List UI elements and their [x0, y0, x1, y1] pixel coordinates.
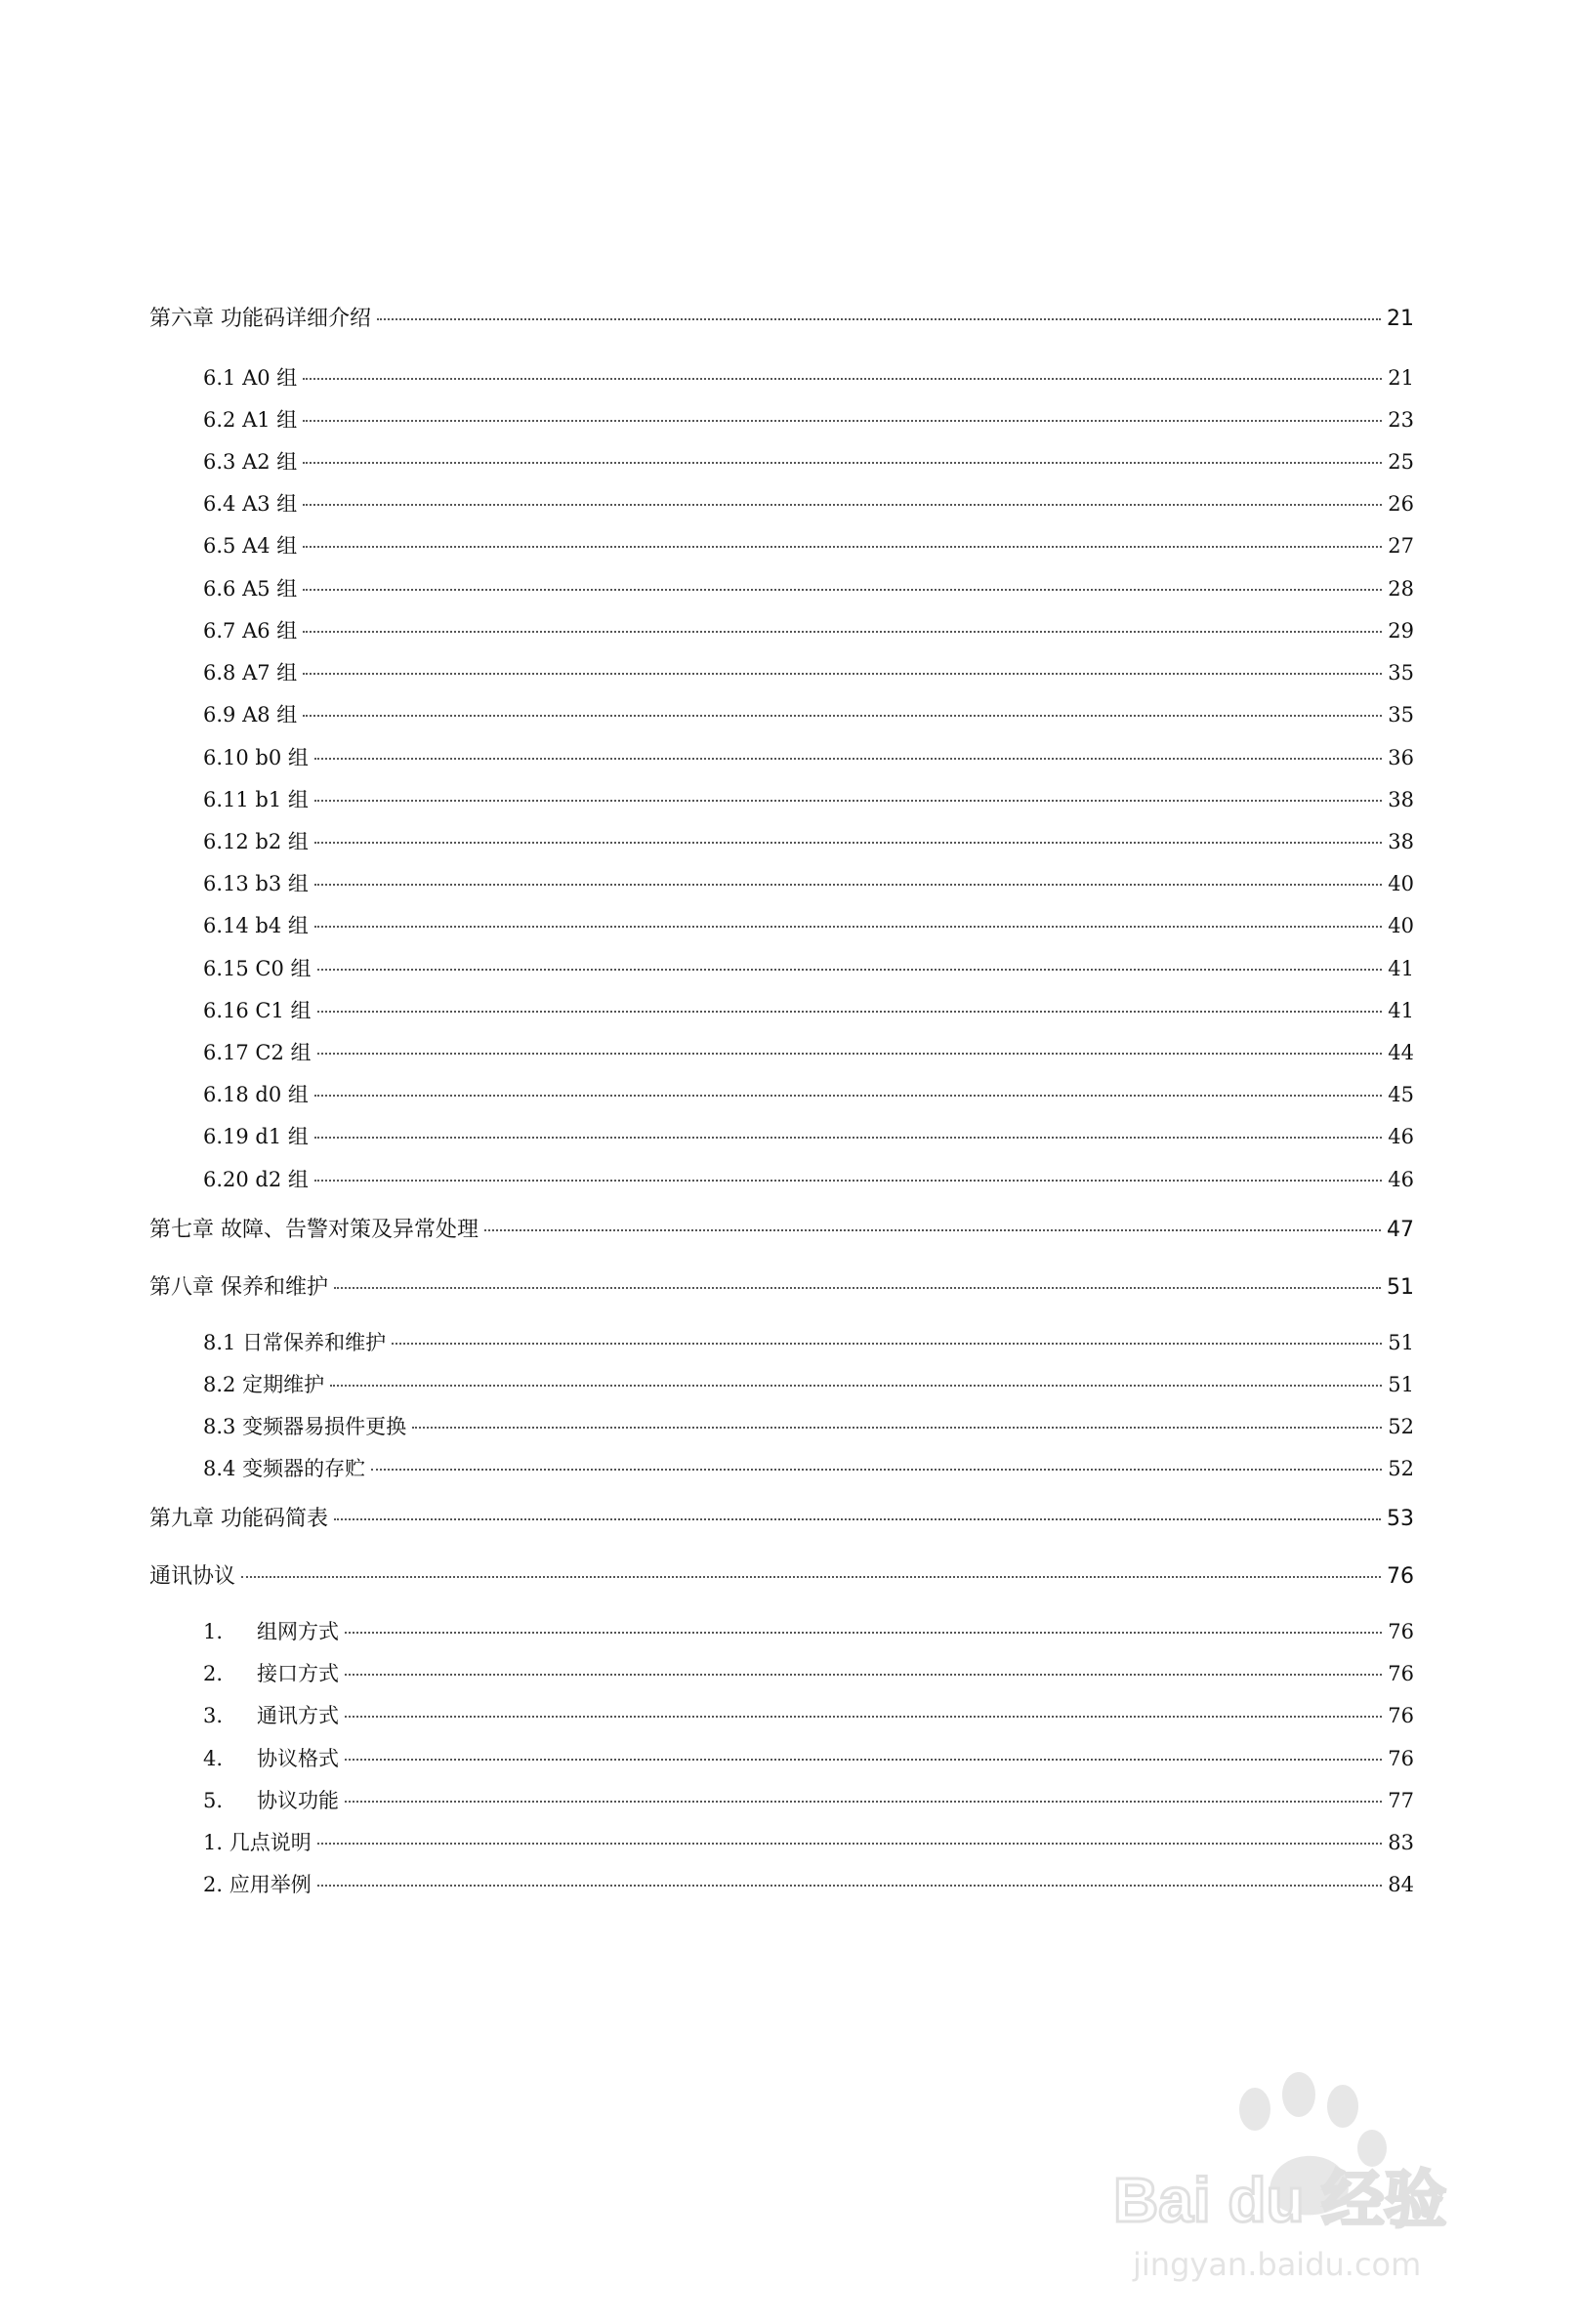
toc-entry[interactable]: [203, 1827, 1414, 1856]
toc-entry[interactable]: [203, 615, 1414, 644]
toc-entry[interactable]: [203, 1164, 1414, 1193]
toc-entry[interactable]: [203, 1121, 1414, 1150]
toc-entry-title: 6.4 A3 组: [203, 492, 298, 516]
dot-leader: [303, 462, 1382, 464]
toc-entry[interactable]: [203, 784, 1414, 813]
toc-entry[interactable]: [203, 362, 1414, 392]
toc-entry[interactable]: [203, 1700, 1414, 1729]
toc-entry-title: 6.15 C0 组: [203, 957, 312, 980]
dot-leader: [484, 1229, 1381, 1231]
toc-entry-title: 8.4 变频器的存贮: [203, 1457, 366, 1480]
toc-entry-page: 83: [1388, 1831, 1414, 1854]
toc-entry-page: 45: [1388, 1083, 1414, 1106]
dot-leader: [303, 504, 1382, 506]
toc-entry-number: 4.: [203, 1747, 224, 1770]
toc-entry-page: 40: [1388, 872, 1414, 895]
dot-leader: [314, 1095, 1382, 1097]
dot-leader: [412, 1427, 1382, 1429]
toc-entry-chapter-6[interactable]: [149, 302, 1414, 332]
toc-entry[interactable]: [203, 699, 1414, 728]
dot-leader: [314, 1180, 1382, 1182]
toc-entry-title: [203, 1658, 339, 1687]
toc-entry-page: 35: [1388, 661, 1414, 685]
toc-entry-title: 6.18 d0 组: [203, 1083, 309, 1106]
toc-entry-title: [203, 1616, 339, 1645]
toc-entry-protocol[interactable]: [149, 1559, 1414, 1590]
dot-leader: [317, 1011, 1383, 1013]
toc-entry-page: 51: [1388, 1373, 1414, 1396]
toc-entry-page: 46: [1388, 1125, 1414, 1148]
toc-entry-number: 3.: [203, 1704, 224, 1727]
toc-entry[interactable]: [203, 573, 1414, 602]
toc-entry-page: 25: [1388, 450, 1414, 474]
toc-entry-page: 27: [1388, 534, 1414, 558]
toc-entry-title: 6.10 b0 组: [203, 746, 309, 769]
dot-leader: [303, 420, 1382, 422]
dot-leader: [314, 884, 1382, 886]
toc-entry-page: 21: [1388, 366, 1414, 390]
baidu-jingyan-watermark: [1103, 2055, 1484, 2290]
toc-entry-page: 40: [1388, 914, 1414, 937]
toc-entry-page: 52: [1388, 1457, 1414, 1480]
dot-leader: [345, 1759, 1382, 1761]
dot-leader: [345, 1632, 1382, 1634]
toc-entry-page: 38: [1388, 830, 1414, 853]
toc-entry-title: 6.11 b1 组: [203, 788, 309, 811]
toc-entry-page: 76: [1388, 1620, 1414, 1643]
toc-entry-title: 第六章 功能码详细介绍: [149, 307, 371, 331]
toc-entry-page: 46: [1388, 1168, 1414, 1191]
toc-entry[interactable]: [203, 1037, 1414, 1066]
dot-leader: [334, 1518, 1381, 1520]
toc-entry-title: 6.1 A0 组: [203, 366, 298, 390]
toc-entry-page: 52: [1388, 1415, 1414, 1438]
dot-leader: [317, 1053, 1383, 1055]
toc-entry[interactable]: [203, 530, 1414, 560]
toc-entry-label: 组网方式: [257, 1620, 339, 1643]
toc-entry[interactable]: [203, 1453, 1414, 1482]
toc-entry-page: 53: [1387, 1507, 1414, 1531]
toc-entry[interactable]: [203, 1658, 1414, 1687]
toc-entry-page: 76: [1388, 1662, 1414, 1685]
toc-entry-page: 23: [1388, 408, 1414, 432]
toc-entry-title: 6.16 C1 组: [203, 999, 312, 1022]
toc-entry-title: [203, 1700, 339, 1729]
toc-entry-title: 6.13 b3 组: [203, 872, 309, 895]
toc-entry-number: 5.: [203, 1789, 224, 1812]
toc-entry-page: 76: [1387, 1564, 1414, 1589]
toc-entry-title: 8.1 日常保养和维护: [203, 1331, 387, 1354]
toc-entry-page: 29: [1388, 619, 1414, 643]
toc-entry-title: 通讯协议: [149, 1564, 236, 1589]
toc-entry-title: 6.6 A5 组: [203, 577, 298, 601]
toc-entry-page: 41: [1388, 957, 1414, 980]
toc-entry-title: 6.19 d1 组: [203, 1125, 309, 1148]
toc-entry-page: 76: [1388, 1747, 1414, 1770]
toc-entry-page: 26: [1388, 492, 1414, 516]
toc-entry-chapter-8[interactable]: [149, 1270, 1414, 1301]
toc-entry-title: 6.14 b4 组: [203, 914, 309, 937]
dot-leader: [303, 546, 1382, 548]
toc-entry[interactable]: [203, 868, 1414, 897]
dot-leader: [303, 631, 1382, 633]
toc-entry[interactable]: [203, 1369, 1414, 1398]
toc-entry[interactable]: [203, 488, 1414, 518]
toc-entry-chapter-7[interactable]: [149, 1213, 1414, 1243]
toc-entry-title: 第九章 功能码简表: [149, 1507, 328, 1531]
toc-entry-title: 6.2 A1 组: [203, 408, 298, 432]
dot-leader: [317, 969, 1383, 971]
toc-entry-title: 6.3 A2 组: [203, 450, 298, 474]
dot-leader: [314, 800, 1382, 802]
toc-entry[interactable]: [203, 953, 1414, 982]
toc-entry-chapter-9[interactable]: [149, 1502, 1414, 1532]
toc-entry-page: 35: [1388, 703, 1414, 726]
toc-entry-label: 协议功能: [257, 1789, 339, 1812]
dot-leader: [392, 1343, 1382, 1345]
toc-entry[interactable]: [203, 1869, 1414, 1898]
toc-entry-page: 51: [1387, 1275, 1414, 1300]
toc-entry-title: 2. 应用举例: [203, 1873, 312, 1896]
dot-leader: [330, 1385, 1382, 1387]
toc-entry[interactable]: [203, 1411, 1414, 1440]
toc-entry-page: 51: [1388, 1331, 1414, 1354]
dot-leader: [334, 1287, 1381, 1289]
toc-entry-page: 38: [1388, 788, 1414, 811]
dot-leader: [303, 378, 1382, 380]
dot-leader: [303, 589, 1382, 591]
toc-entry-number: 1.: [203, 1620, 224, 1643]
toc-entry-title: 第八章 保养和维护: [149, 1275, 328, 1300]
toc-entry[interactable]: [203, 1327, 1414, 1356]
toc-entry[interactable]: [203, 404, 1414, 434]
dot-leader: [314, 842, 1382, 844]
watermark-brand-text: Bai du 经验: [1113, 2165, 1447, 2235]
dot-leader: [345, 1716, 1382, 1718]
toc-entry-title: [203, 1743, 339, 1772]
toc-entry-label: 协议格式: [257, 1747, 339, 1770]
dot-leader: [317, 1843, 1383, 1845]
toc-entry[interactable]: [203, 1616, 1414, 1645]
toc-entry-title: 6.9 A8 组: [203, 703, 298, 726]
toc-entry-page: 84: [1388, 1873, 1414, 1896]
dot-leader: [317, 1885, 1383, 1887]
toc-entry[interactable]: [203, 657, 1414, 686]
toc-entry[interactable]: [203, 1079, 1414, 1108]
toc-entry-title: 6.17 C2 组: [203, 1041, 312, 1064]
toc-entry-label: 通讯方式: [257, 1704, 339, 1727]
toc-entry[interactable]: [203, 826, 1414, 855]
dot-leader: [303, 715, 1382, 717]
dot-leader: [314, 1137, 1382, 1139]
toc-entry[interactable]: [203, 995, 1414, 1024]
toc-entry-page: 44: [1388, 1041, 1414, 1064]
toc-entry-page: 76: [1388, 1704, 1414, 1727]
toc-entry-title: 6.8 A7 组: [203, 661, 298, 685]
dot-leader: [345, 1674, 1382, 1676]
toc-entry-title: [203, 1785, 339, 1814]
toc-entry[interactable]: [203, 742, 1414, 771]
toc-entry-title: 第七章 故障、告警对策及异常处理: [149, 1218, 479, 1242]
toc-entry-label: 接口方式: [257, 1662, 339, 1685]
toc-entry-page: 28: [1388, 577, 1414, 601]
toc-entry-title: 1. 几点说明: [203, 1831, 312, 1854]
toc-entry-page: 47: [1387, 1218, 1414, 1242]
dot-leader: [371, 1469, 1382, 1471]
toc-entry-title: 8.2 定期维护: [203, 1373, 325, 1396]
toc-entry[interactable]: [203, 1785, 1414, 1814]
dot-leader: [345, 1801, 1382, 1803]
toc-entry-page: 36: [1388, 746, 1414, 769]
toc-entry-page: 77: [1388, 1789, 1414, 1812]
dot-leader: [377, 318, 1381, 320]
toc-entry-number: 2.: [203, 1662, 224, 1685]
toc-entry-title: 6.12 b2 组: [203, 830, 309, 853]
dot-leader: [314, 758, 1382, 760]
toc-entry-title: 6.7 A6 组: [203, 619, 298, 643]
toc-entry-title: 6.20 d2 组: [203, 1168, 309, 1191]
watermark-url-text: jingyan.baidu.com: [1133, 2246, 1422, 2283]
toc-entry[interactable]: [203, 446, 1414, 476]
dot-leader: [241, 1576, 1381, 1578]
toc-entry[interactable]: [203, 910, 1414, 939]
toc-entry-title: 6.5 A4 组: [203, 534, 298, 558]
toc-entry[interactable]: [203, 1743, 1414, 1772]
toc-entry-page: 21: [1387, 307, 1414, 331]
toc-entry-page: 41: [1388, 999, 1414, 1022]
dot-leader: [303, 673, 1382, 675]
toc-entry-title: 8.3 变频器易损件更换: [203, 1415, 407, 1438]
dot-leader: [314, 926, 1382, 928]
